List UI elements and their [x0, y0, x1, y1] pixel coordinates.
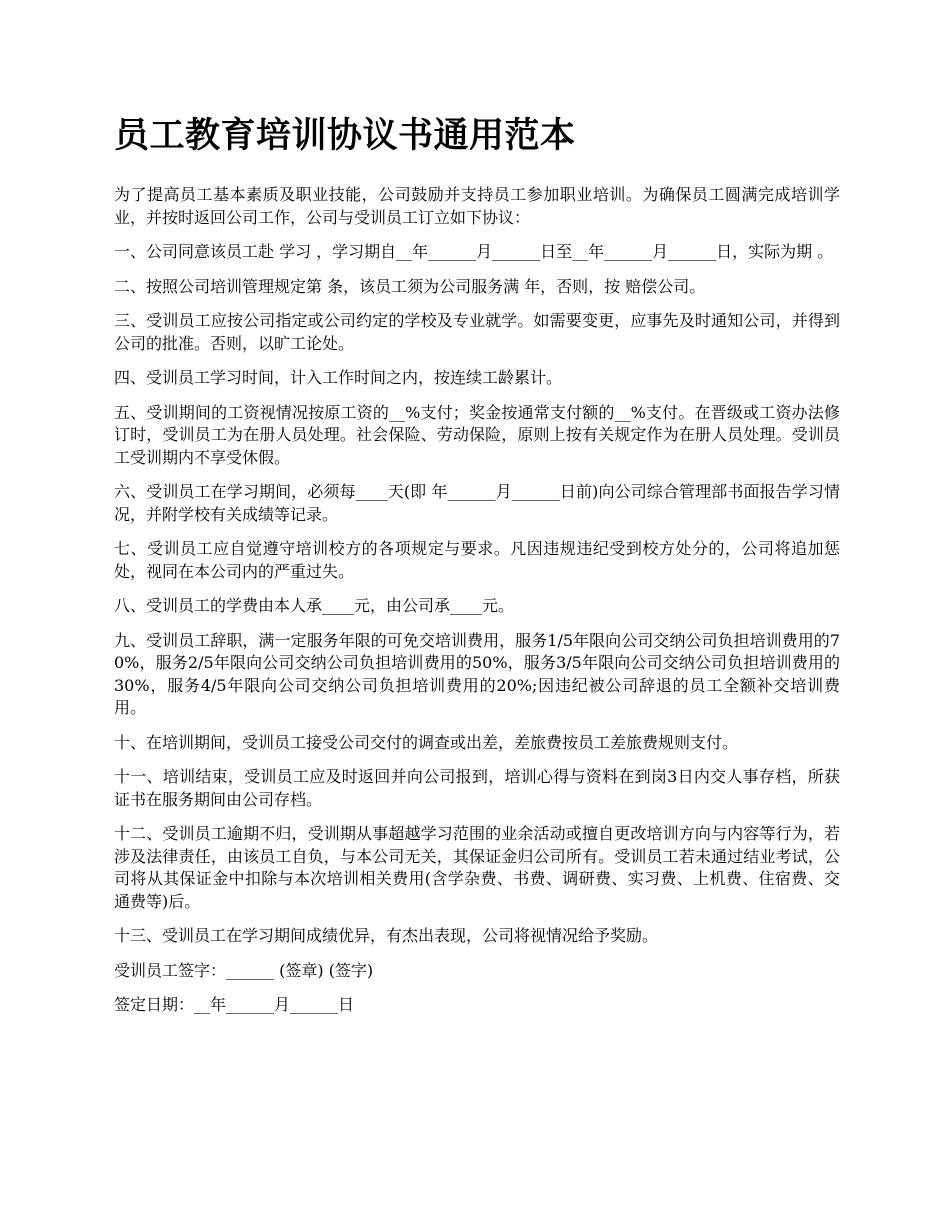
clause-13: 十三、受训员工在学习期间成绩优异，有杰出表现，公司将视情况给予奖励。 [114, 926, 659, 945]
document-page [114, 110, 840, 1029]
signature-line: 受训员工签字：______ (签章) (签字) [114, 960, 374, 980]
clause-12: 十二、受训员工逾期不归，受训期从事超越学习范围的业余活动或擅自更改培训方向与内容等行为，若涉及法律责任，由该员工自负，与本公司无关，其保证金归公司所有。受训员工若未通过结业考试，公司将从其保证金中扣除与本次培训相关费用(含学杂费、书费、调研费、实习费、上机费、住宿费、交通费等)后。 [114, 824, 840, 911]
date-line: 签定日期：__年______月______日 [114, 995, 355, 1014]
clause-4: 四、受训员工学习时间，计入工作时间之内，按连续工龄累计。 [114, 368, 563, 387]
clause-10: 十、在培训期间，受训员工接受公司交付的调查或出差，差旅费按员工差旅费规则支付。 [114, 732, 739, 752]
intro-paragraph: 为了提高员工基本素质及职业技能，公司鼓励并支持员工参加职业培训。为确保员工圆满完成培训学业，并按时返回公司工作，公司与受训员工订立如下协议： [114, 185, 840, 227]
clause-6: 六、受训员工在学习期间，必须每____天(即 年______月______日前)向公司综合管理部书面报告学习情况，并附学校有关成绩等记录。 [114, 482, 840, 524]
clause-2: 二、按照公司培训管理规定第 条，该员工须为公司服务满 年，否则，按 赔偿公司。 [114, 276, 706, 296]
clause-1: 一、公司同意该员工赴 学习 ，学习期自__年______月______日至__年______月______日，实际为期 。 [114, 242, 834, 261]
clause-5: 五、受训期间的工资视情况按原工资的__%支付；奖金按通常支付额的__%支付。在晋级或工资办法修订时，受训员工为在册人员处理。社会保险、劳动保险，原则上按有关规定作为在册人员处理。受训员工受训期内不享受休假。 [114, 402, 840, 467]
clause-9: 九、受训员工辞职，满一定服务年限的可免交培训费用，服务1/5年限向公司交纳公司负担培训费用的70%，服务2/5年限向公司交纳公司负担培训费用的50%，服务3/5年限向公司交纳公司负担培训费用的30%，服务4/5年限向公司交纳公司负担培训费用的20%;因违纪被公司辞退的员工全额补交培训费用。 [114, 630, 840, 717]
clause-7: 七、受训员工应自觉遵守培训校方的各项规定与要求。凡因违规违纪受到校方处分的，公司将追加惩处，视同在本公司内的严重过失。 [114, 539, 840, 581]
clause-3: 三、受训员工应按公司指定或公司约定的学校及专业就学。如需要变更，应事先及时通知公司，并得到公司的批准。否则，以旷工论处。 [114, 311, 840, 353]
document-title: 员工教育培训协议书通用范本 [114, 115, 576, 156]
clause-8: 八、受训员工的学费由本人承____元，由公司承____元。 [114, 596, 515, 615]
clause-11: 十一、培训结束，受训员工应及时返回并向公司报到，培训心得与资料在到岗3日内交人事存档，所获证书在服务期间由公司存档。 [114, 767, 840, 809]
